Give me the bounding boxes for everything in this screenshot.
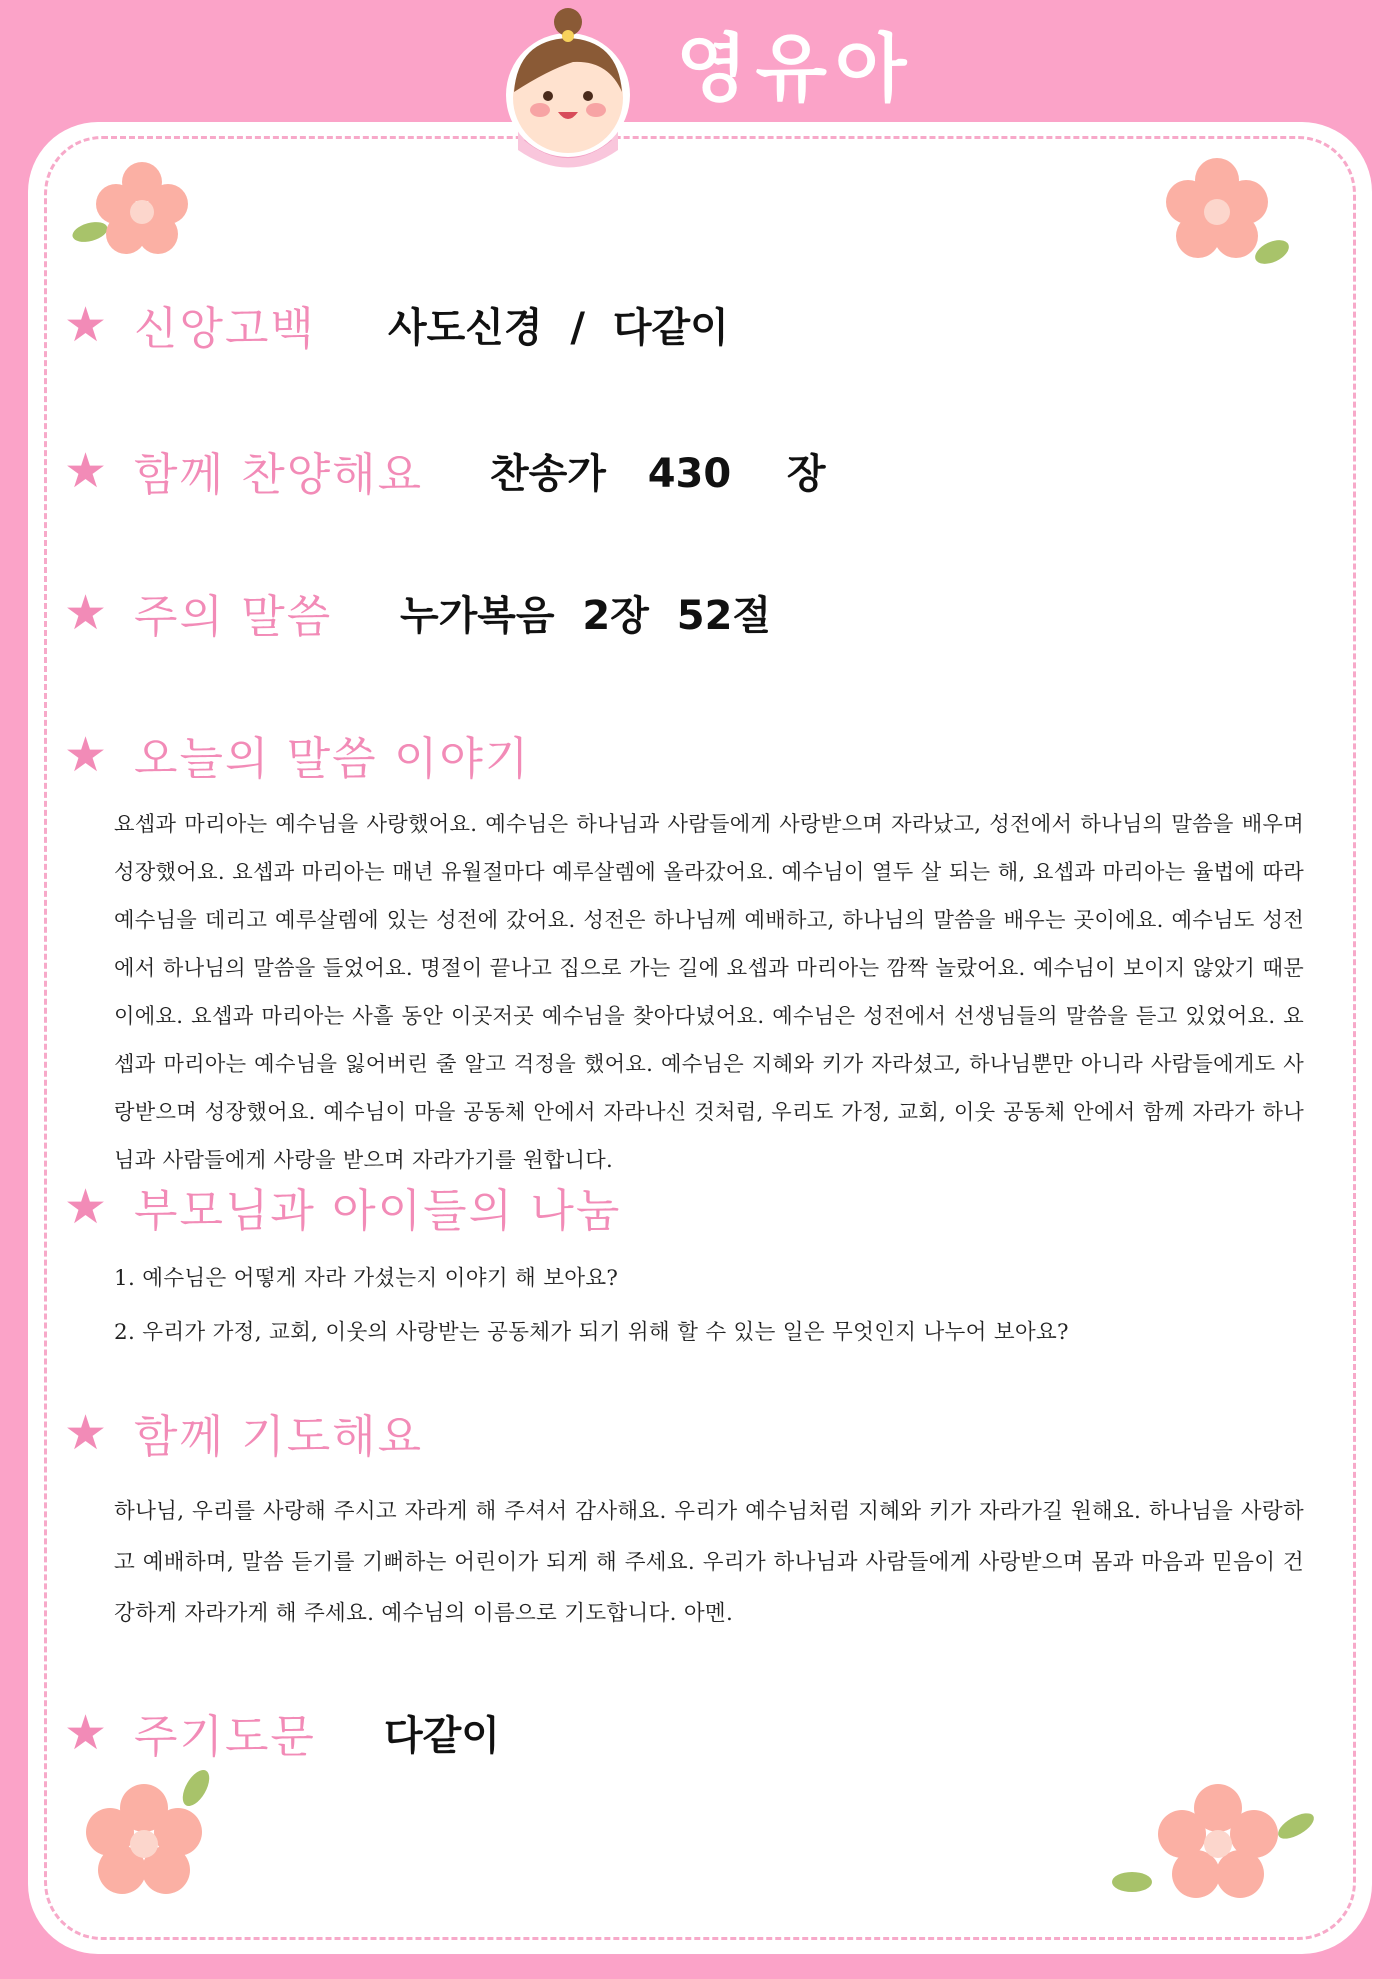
flower-icon [70,152,190,262]
star-icon: ★ [64,1704,108,1761]
prayer-text: 하나님, 우리를 사랑해 주시고 자라게 해 주셔서 감사해요. 우리가 예수님처럼 지혜와 키가 자라가길 원해요. 하나님을 사랑하고 예배하며, 말씀 듣기를 기뻐하는 어린이가 되게 해 주세요. 우리가 하나님과 사람들에게 사랑받으며 몸과 마음과 믿음이 건강하게 자라가게 해 주세요. 예수님의 이름으로 기도합니다. 아멘. [114,1499,1304,1626]
sharing-questions [114,1252,1304,1360]
story-section [64,722,530,787]
scripture-value: 누가복음 2장 52절 [400,593,772,639]
star-icon: ★ [64,442,108,499]
lords-prayer-label: 주기도문 [134,1710,316,1763]
creed-value: 사도신경 / 다같이 [388,305,729,351]
flower-icon [78,1762,228,1902]
baby-girl-illustration [478,0,658,190]
star-icon: ★ [64,726,108,783]
page-title: 영유아 [676,26,915,112]
scripture-section [64,580,771,645]
star-icon: ★ [64,1178,108,1235]
creed-label: 신앙고백 [134,302,316,355]
star-icon: ★ [64,1404,108,1461]
question-item: 1. 예수님은 어떻게 자라 가셨는지 이야기 해 보아요? [114,1266,619,1291]
prayer-label: 함께 기도해요 [134,1410,424,1463]
lords-prayer-value: 다같이 [384,1713,500,1759]
sharing-label: 부모님과 아이들의 나눔 [134,1184,622,1237]
sharing-section [64,1174,621,1239]
story-label: 오늘의 말씀 이야기 [134,732,531,785]
star-icon: ★ [64,296,108,353]
creed-section [64,292,729,357]
flower-icon [1162,152,1292,272]
story-text: 요셉과 마리아는 예수님을 사랑했어요. 예수님은 하나님과 사람들에게 사랑받으며 자라났고, 성전에서 하나님의 말씀을 배우며 성장했어요. 요셉과 마리아는 매년 유월절마다 예루살렘에 올라갔어요. 예수님이 열두 살 되는 해, 요셉과 마리아는 율법에 따라 예수님을 데리고 예루살렘에 있는 성전에 갔어요. 성전은 하나님께 예배하고, 하나님의 말씀을 배우는 곳이에요. 예수님도 성전에서 하나님의 말씀을 들었어요. 명절이 끝나고 집으로 가는 길에 요셉과 마리아는 깜짝 놀랐어요. 예수님이 보이지 않았기 때문이에요. 요셉과 마리아는 사흘 동안 이곳저곳 예수님을 찾아다녔어요. 예수님은 성전에서 선생님들의 말씀을 듣고 있었어요. 요셉과 마리아는 예수님을 잃어버린 줄 알고 걱정을 했어요. 예수님은 지혜와 키가 자라셨고, 하나님뿐만 아니라 사람들에게도 사랑받으며 성장했어요. 예수님이 마을 공동체 안에서 자라나신 것처럼, 우리도 가정, 교회, 이웃 공동체 안에서 함께 자라가 하나님과 사람들에게 사랑을 받으며 자라가기를 원합니다. [114,811,1304,1172]
question-item: 2. 우리가 가정, 교회, 이웃의 사랑받는 공동체가 되기 위해 할 수 있는 일은 무엇인지 나누어 보아요? [114,1320,1069,1345]
lords-prayer-section [64,1700,500,1765]
hymn-label: 함께 찬양해요 [134,448,424,501]
hymn-section [64,438,826,503]
prayer-section [64,1400,423,1465]
star-icon: ★ [64,584,108,641]
flower-icon [1108,1782,1318,1912]
scripture-label: 주의 말씀 [134,590,333,643]
hymn-value: 찬송가 430 장 [490,451,826,497]
